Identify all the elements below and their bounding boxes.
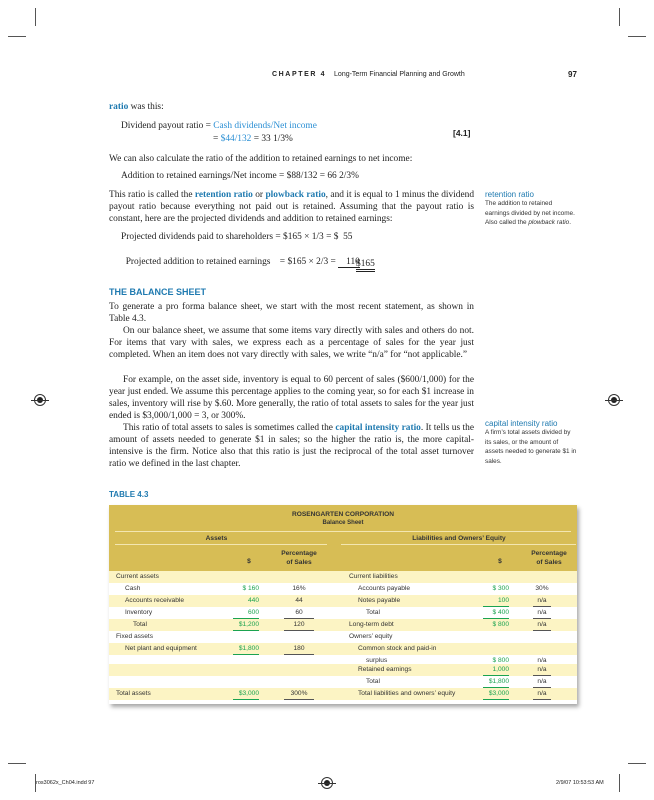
text: plowback ratio bbox=[528, 219, 570, 227]
liability-percent: n/a bbox=[533, 689, 551, 700]
footer-file: ros3062x_Ch04.indd 97 bbox=[36, 780, 95, 786]
table-row bbox=[109, 571, 577, 583]
asset-percent: 120 bbox=[284, 620, 314, 631]
paragraph-4 bbox=[109, 422, 474, 470]
asset-label: Total assets bbox=[116, 690, 151, 697]
asset-amount: $1,200 bbox=[233, 620, 259, 631]
text: Projected addition to retained earnings = $165 × 2/3 = bbox=[125, 257, 339, 267]
liability-percent: n/a bbox=[537, 657, 547, 664]
liability-amount: 1,000 bbox=[483, 665, 509, 676]
text: This ratio of total assets to sales is sometimes called the bbox=[123, 423, 336, 433]
liability-amount: $ 300 bbox=[492, 585, 509, 592]
divider bbox=[115, 544, 327, 545]
text: or bbox=[252, 190, 266, 200]
liability-label: surplus bbox=[366, 657, 388, 664]
liability-label: Owners’ equity bbox=[349, 633, 393, 640]
paragraph-retention bbox=[109, 189, 474, 225]
liability-amount: 100 bbox=[483, 596, 509, 607]
liability-amount: $ 800 bbox=[492, 621, 509, 628]
paragraph-3: For example, on the asset side, inventory is equal to 60 percent of sales ($600/1,000) for the year just ended. We assume this percentage applies to the coming year, so for each $1 increase in sales, inventory will rise by $.60. More generally, the ratio of total assets to sales for the year just ended is $3,000/1,000 = 3, or 300%. bbox=[109, 375, 474, 421]
liability-label: Total bbox=[366, 609, 380, 616]
eq-equals: = bbox=[213, 134, 219, 144]
table-row bbox=[109, 676, 577, 688]
registration-mark-icon bbox=[34, 394, 46, 406]
asset-amount: $1,800 bbox=[233, 644, 259, 655]
assets-dollar-header: $ bbox=[247, 558, 251, 565]
total-value: $165 bbox=[356, 259, 375, 272]
asset-label: Current assets bbox=[116, 573, 159, 580]
crop-mark bbox=[619, 774, 620, 792]
term-plowback-ratio: plowback ratio bbox=[265, 190, 326, 200]
term-retention-ratio: retention ratio bbox=[194, 190, 253, 200]
table-row bbox=[109, 664, 577, 676]
company-name: ROSENGARTEN CORPORATION bbox=[291, 511, 395, 518]
assets-pct-header bbox=[269, 549, 329, 567]
asset-label: Cash bbox=[125, 585, 141, 592]
table-subtitle: Balance Sheet bbox=[322, 520, 364, 526]
crop-mark bbox=[619, 8, 620, 26]
liability-percent: n/a bbox=[533, 596, 551, 607]
chapter-title: Long-Term Financial Planning and Growth bbox=[334, 71, 465, 78]
asset-label: Accounts receivable bbox=[125, 597, 185, 604]
eq-lhs: Dividend payout ratio = bbox=[121, 121, 211, 131]
equation-retention: Addition to retained earnings/Net income = $88/132 = 66 2/3% bbox=[121, 171, 359, 181]
crop-mark bbox=[628, 36, 646, 37]
asset-percent: 60 bbox=[284, 608, 314, 619]
liability-percent: 30% bbox=[535, 585, 549, 592]
paragraph-calc: We can also calculate the ratio of the addition to retained earnings to net income: bbox=[109, 154, 413, 164]
term-capital-intensity-ratio: capital intensity ratio bbox=[335, 423, 421, 433]
asset-label: Inventory bbox=[125, 609, 153, 616]
margin-note-retention bbox=[485, 190, 577, 228]
table-row bbox=[109, 607, 577, 619]
crop-mark bbox=[628, 763, 646, 764]
asset-percent: 44 bbox=[295, 597, 303, 604]
text: This ratio is called the bbox=[109, 190, 195, 200]
paragraph-1: To generate a pro forma balance sheet, we start with the most recent statement, as shown in Table 4.3. bbox=[109, 302, 474, 324]
asset-label: Net plant and equipment bbox=[125, 645, 197, 652]
projected-retained bbox=[121, 244, 360, 268]
table-label: TABLE 4.3 bbox=[109, 490, 149, 499]
table-row bbox=[109, 583, 577, 595]
text: , and it is equal to 1 minus the dividend payout ratio because everything not paid out is retained. Assuming that the payout ratio is constant, here are the projected dividends and addition to retained earnings: bbox=[109, 190, 475, 224]
liability-label: Current liabilities bbox=[349, 573, 398, 580]
text: of Sales bbox=[286, 559, 312, 566]
intro-line bbox=[109, 101, 164, 113]
equation-number: [4.1] bbox=[453, 128, 471, 138]
eq-value: $44/132 bbox=[220, 134, 252, 144]
equation-dividend-payout-line2 bbox=[213, 133, 293, 145]
liability-percent: n/a bbox=[533, 677, 551, 688]
table-row bbox=[109, 643, 577, 655]
projected-dividends: Projected dividends paid to shareholders = $165 × 1/3 = $ 55 bbox=[121, 232, 353, 242]
text: Percentage bbox=[281, 550, 317, 557]
liability-label: Common stock and paid-in bbox=[358, 645, 437, 652]
liability-percent: n/a bbox=[533, 665, 551, 676]
margin-definition: A firm’s total assets divided by its sales, or the amount of assets needed to generate $1 in sales. bbox=[485, 429, 577, 465]
paragraph-2: On our balance sheet, we assume that some items vary directly with sales and others do not. For items that vary with sales, we express each as a percentage of sales for the year just completed. When an item does not vary directly with sales, we write “n/a” for “not applicable.” bbox=[109, 326, 474, 360]
liabilities-header: Liabilities and Owners’ Equity bbox=[412, 535, 506, 542]
liability-amount: $1,800 bbox=[483, 677, 509, 688]
liability-label: Accounts payable bbox=[358, 585, 411, 592]
liab-dollar-header: $ bbox=[498, 558, 502, 565]
registration-mark-icon bbox=[321, 777, 333, 789]
projected-total bbox=[356, 258, 375, 270]
asset-label: Fixed assets bbox=[116, 633, 154, 640]
liability-label: Retained earnings bbox=[358, 666, 412, 673]
table-row bbox=[109, 655, 577, 664]
term-ratio: ratio bbox=[109, 102, 129, 112]
asset-amount: 600 bbox=[233, 608, 259, 619]
text: The addition to retained earnings divided by net income. Also called the bbox=[485, 200, 575, 227]
section-title: THE BALANCE SHEET bbox=[109, 287, 207, 297]
text: . It tells us the amount of assets needed to generate $1 in sales; so the higher the ratio is, the more capital-intensive is the firm. Notice also that this ratio is just the reciprocal of the total asset turnover ratio we defined in the last chapter. bbox=[109, 423, 474, 469]
text: . bbox=[569, 219, 571, 227]
eq-rhs: Cash dividends/Net income bbox=[213, 121, 317, 131]
liab-pct-header bbox=[519, 549, 579, 567]
liability-amount: $3,000 bbox=[483, 689, 509, 700]
running-header bbox=[272, 71, 465, 78]
margin-term: capital intensity ratio bbox=[485, 419, 558, 428]
crop-mark bbox=[35, 8, 36, 26]
equation-dividend-payout bbox=[121, 120, 317, 132]
asset-label: Total bbox=[133, 621, 147, 628]
chapter-label: CHAPTER 4 bbox=[272, 71, 327, 78]
table-row bbox=[109, 595, 577, 607]
page-number: 97 bbox=[568, 70, 577, 79]
footer-timestamp: 2/9/07 10:53:53 AM bbox=[556, 780, 604, 786]
eq-result: = 33 1/3% bbox=[253, 134, 293, 144]
asset-percent: 180 bbox=[284, 644, 314, 655]
table-row bbox=[109, 619, 577, 631]
table-row bbox=[109, 688, 577, 700]
crop-mark bbox=[8, 763, 26, 764]
liability-label: Total bbox=[366, 678, 380, 685]
table-row bbox=[109, 631, 577, 643]
liability-amount: $ 800 bbox=[492, 657, 509, 664]
liability-label: Long-term debt bbox=[349, 621, 394, 628]
assets-header: Assets bbox=[205, 535, 228, 542]
margin-term: retention ratio bbox=[485, 190, 534, 199]
projected-retained-value: 110 bbox=[338, 257, 360, 268]
margin-definition bbox=[485, 199, 577, 228]
liability-label: Notes payable bbox=[358, 597, 401, 604]
liability-percent: n/a bbox=[533, 608, 551, 619]
asset-amount: $ 160 bbox=[242, 585, 259, 592]
text: of Sales bbox=[536, 559, 562, 566]
table-header bbox=[109, 505, 577, 571]
asset-amount: $3,000 bbox=[233, 689, 259, 700]
liability-label: Total liabilities and owners’ equity bbox=[358, 690, 456, 697]
registration-mark-icon bbox=[608, 394, 620, 406]
asset-percent: 300% bbox=[284, 689, 314, 700]
balance-sheet-table bbox=[109, 505, 577, 704]
crop-mark bbox=[8, 36, 26, 37]
asset-amount: 440 bbox=[247, 597, 259, 604]
liability-percent: n/a bbox=[533, 620, 551, 631]
asset-percent: 16% bbox=[292, 585, 306, 592]
text: Percentage bbox=[531, 550, 567, 557]
intro-text: was this: bbox=[128, 102, 164, 112]
divider bbox=[115, 531, 571, 532]
divider bbox=[341, 544, 576, 545]
margin-note-capital-intensity bbox=[485, 419, 577, 466]
liability-amount: $ 400 bbox=[483, 608, 509, 619]
